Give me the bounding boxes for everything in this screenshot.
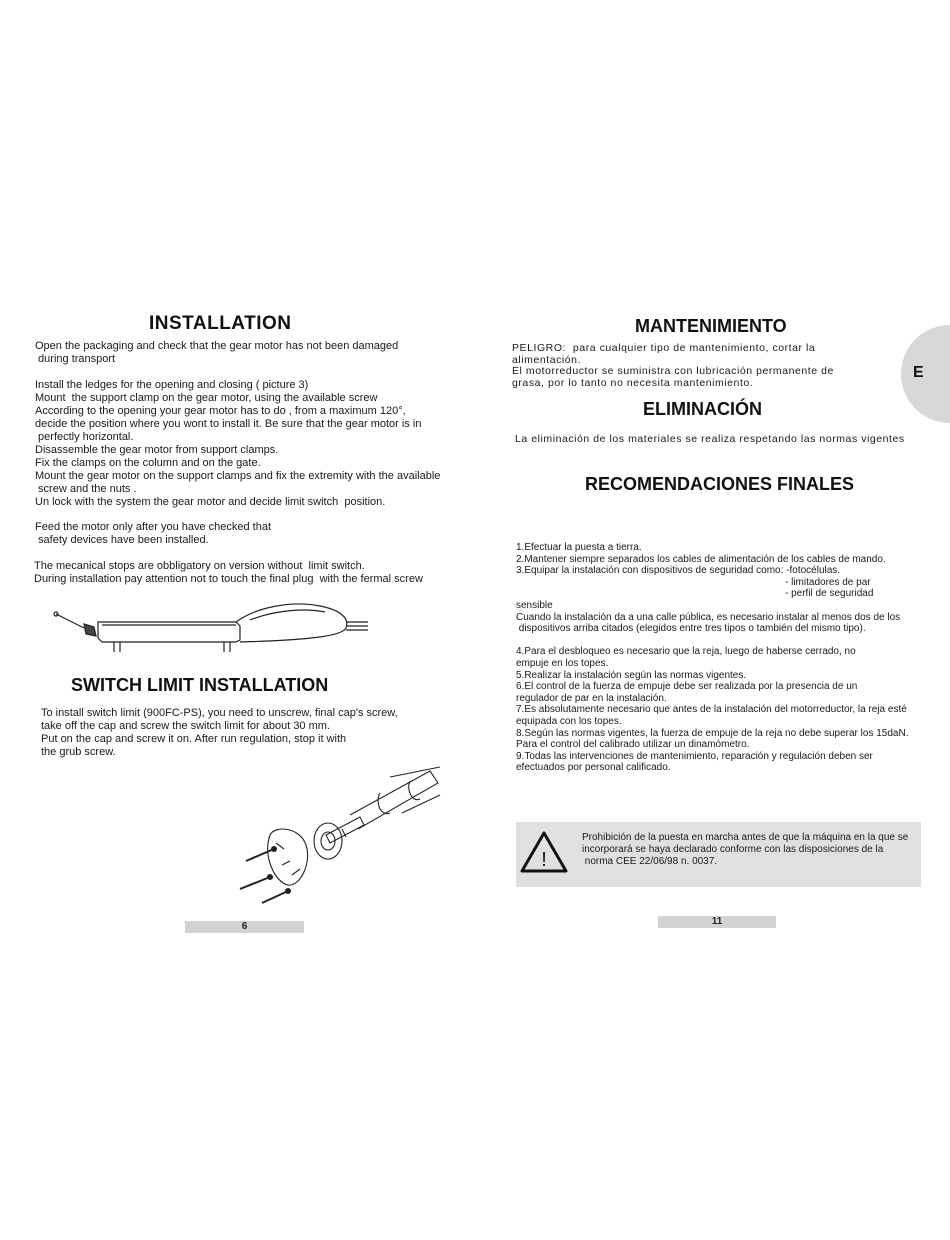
text-line: perfectly horizontal. <box>35 431 134 443</box>
stops-paragraph <box>34 560 423 586</box>
text-line: empuje en los topes. <box>516 657 609 669</box>
text-line: take off the cap and screw the switch limit for about 30 mm. <box>41 720 330 732</box>
eliminacion-text: La eliminación de los materiales se realiza respetando las normas vigentes <box>515 433 905 445</box>
text-line: equipada con los topes. <box>516 715 622 727</box>
text-line: PELIGRO: para cualquier tipo de mantenimiento, cortar la <box>512 342 816 354</box>
text-line: According to the opening your gear motor has to do , from a maximum 120°, <box>35 405 406 417</box>
text-line: efectuados por personal calificado. <box>516 762 671 774</box>
text-line: Para el control del calibrado utilizar un dinamómetro. <box>516 739 750 751</box>
text-line: grasa, por lo tanto no necesita mantenimiento. <box>512 376 754 389</box>
text-line: 2.Mantener siempre separados los cables de alimentación de los cables de mando. <box>516 553 886 565</box>
text-line: 4.Para el desbloqueo es necesario que la reja, luego de haberse cerrado, no <box>516 646 856 658</box>
text-line: Prohibición de la puesta en marcha antes de que la máquina en la que se <box>582 832 909 843</box>
text-line: safety devices have been installed. <box>35 534 209 546</box>
mantenimiento-paragraph <box>512 343 834 389</box>
text-line: - perfil de seguridad <box>785 588 874 600</box>
text-line: Install the ledges for the opening and closing ( picture 3) <box>35 379 309 391</box>
section-tab <box>901 325 950 423</box>
text-line: During installation pay attention not to touch the final plug with the fermal screw <box>34 573 423 585</box>
text-line: El motorreductor se suministra con lubricación permanente de <box>512 365 834 377</box>
installation-title: INSTALLATION <box>149 313 292 334</box>
text-line: - limitadores de par <box>785 576 871 588</box>
warning-triangle-icon <box>519 830 569 874</box>
text-line: Put on the cap and screw it on. After run regulation, stop it with <box>41 733 347 745</box>
text-line: Mount the support clamp on the gear motor, using the available screw <box>35 392 378 404</box>
text-line: 9.Todas las intervenciones de mantenimiento, reparación y regulación deben ser <box>516 750 873 762</box>
text-line: 8.Según las normas vigentes, la fuerza de empuje de la reja no debe superar los 15daN. <box>516 727 909 739</box>
text-line: the grub screw. <box>41 746 116 758</box>
recomendaciones-title: RECOMENDACIONES FINALES <box>585 474 855 494</box>
switch-limit-paragraph <box>41 707 398 759</box>
intro-paragraph <box>35 340 398 366</box>
text-line: 1.Efectuar la puesta a tierra. <box>516 542 642 553</box>
text-line: decide the position where you wont to install it. Be sure that the gear motor is in <box>35 418 422 430</box>
feed-paragraph <box>35 521 271 547</box>
text-line: sensible <box>516 599 553 611</box>
gear-motor-illustration <box>50 600 380 655</box>
text-line: Fix the clamps on the column and on the gate. <box>35 457 261 469</box>
recomendaciones-list <box>516 542 908 774</box>
text-line: screw and the nuts . <box>35 483 137 495</box>
text-line: Disassemble the gear motor from support clamps. <box>35 444 279 456</box>
text-line: 7.Es absolutamente necesario que antes de la instalación del motorreductor, la reja esté <box>516 704 907 716</box>
text-line: Un lock with the system the gear motor and decide limit switch position. <box>35 496 386 508</box>
text-line: 3.Equipar la instalación con dispositivos de seguridad como: -fotocélulas. <box>516 565 841 577</box>
text-line: The mecanical stops are obbligatory on version without limit switch. <box>34 560 365 572</box>
text-line: 5.Realizar la instalación según las normas vigentes. <box>516 669 747 681</box>
text-line: incorporará se haya declarado conforme con las disposiciones de la <box>582 844 884 855</box>
section-tab-letter: E <box>913 364 924 381</box>
installation-steps <box>35 379 440 509</box>
text-line: 6.El control de la fuerza de empuje debe ser realizada por la presencia de un <box>516 681 858 693</box>
switch-limit-illustration <box>230 765 445 910</box>
text-line: during transport <box>35 353 116 365</box>
text-line: To install switch limit (900FC-PS), you need to unscrew, final cap's screw, <box>41 707 398 719</box>
warning-symbol: ! <box>541 849 547 871</box>
text-line: Feed the motor only after you have checked that <box>35 521 272 533</box>
text-line: Open the packaging and check that the gear motor has not been damaged <box>35 340 399 352</box>
mantenimiento-title: MANTENIMIENTO <box>635 316 787 336</box>
text-line: Mount the gear motor on the support clamps and fix the extremity with the available <box>35 470 441 482</box>
text-line: norma CEE 22/06/98 n. 0037. <box>582 856 718 867</box>
text-line: alimentación. <box>512 353 582 366</box>
text-line: regulador de par en la instalación. <box>516 692 667 704</box>
page-number-right: 11 <box>658 916 776 928</box>
page-number-left: 6 <box>185 921 304 933</box>
switch-limit-title: SWITCH LIMIT INSTALLATION <box>71 675 329 695</box>
text-line: dispositivos arriba citados (elegidos entre tres tipos o también del mismo tipo). <box>516 623 866 635</box>
warning-text <box>582 832 908 868</box>
text-line: Cuando la instalación da a una calle pública, es necesario instalar al menos dos de los <box>516 611 901 623</box>
eliminacion-title: ELIMINACIÓN <box>643 399 762 419</box>
